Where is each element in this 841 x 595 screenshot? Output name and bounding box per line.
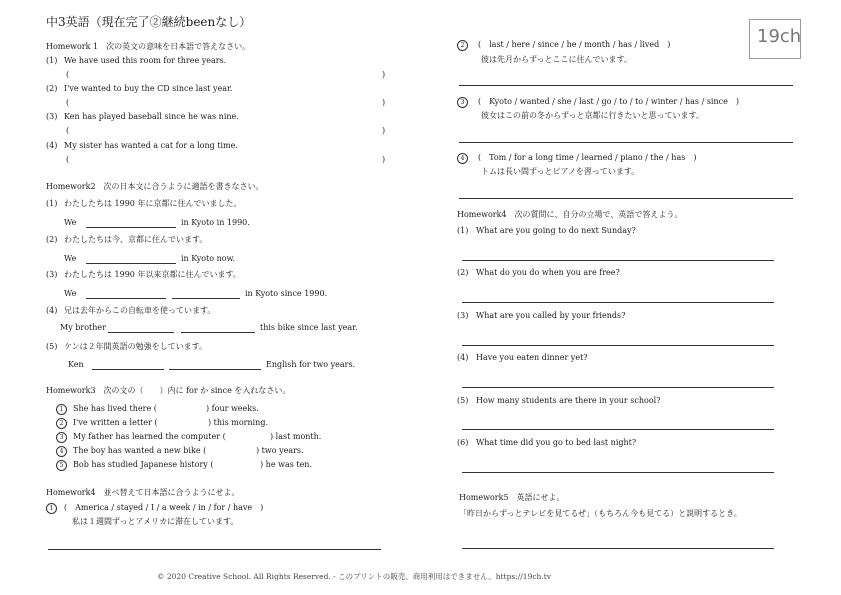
hw5-heading: Homework5 英語にせよ。 — [459, 493, 565, 502]
hw4b-q6-text: What time did you go to bed last night? — [476, 438, 637, 447]
hw2-q4-number: (4) — [46, 306, 58, 315]
hw3-q2-post: ) this morning. — [208, 418, 268, 427]
hw2-q4-post: this bike since last year. — [260, 323, 358, 332]
hw2-q5-number: (5) — [46, 342, 58, 351]
hw2-q5-blank-2[interactable] — [169, 369, 261, 370]
hw3-heading: Homework3 次の文の（ ）内に for か since を入れなさい。 — [46, 386, 291, 395]
hw3-q3-post: ) last month. — [270, 432, 322, 441]
hw2-q1-blank[interactable] — [86, 227, 176, 228]
hw2-q3-pre: We — [64, 289, 77, 298]
hw2-q4-jp: 兄は去年からこの自転車を使っています。 — [64, 306, 216, 315]
hw4a-q2-words: ( last / here / since / he / month / has / lived ) — [478, 40, 671, 49]
hw4a-q1-circled-number: 1 — [46, 503, 57, 514]
hw4a-q3-circled-number: 3 — [457, 97, 468, 108]
hw3-q4-pre: The boy has wanted a new bike ( — [73, 446, 207, 455]
hw5-answer-line[interactable] — [462, 548, 774, 549]
hw4b-q1-number: (1) — [457, 226, 469, 235]
hw3-q2-circled-number: 2 — [56, 418, 67, 429]
brand-logo — [749, 19, 801, 59]
hw4a-q4-circled-number: 4 — [457, 153, 468, 164]
hw4b-q4-text: Have you eaten dinner yet? — [476, 353, 588, 362]
page-title: 中3英語（現在完了②継続beenなし） — [46, 15, 252, 29]
hw3-q5-pre: Bob has studied Japanese history ( — [73, 460, 214, 469]
hw4b-q4-number: (4) — [457, 353, 469, 362]
hw1-q1-number: (1) — [46, 56, 58, 65]
hw4a-q4-words: ( Tom / for a long time / learned / piano / the / has ) — [478, 153, 697, 162]
hw2-q1-pre: We — [64, 218, 77, 227]
hw2-q5-pre: Ken — [68, 360, 84, 369]
hw4b-q1-text: What are you going to do next Sunday? — [476, 226, 636, 235]
hw1-q1-answer-close: ) — [382, 70, 386, 79]
hw4b-q2-text: What do you do when you are free? — [476, 268, 620, 277]
hw2-q4-blank-1[interactable] — [108, 332, 174, 333]
hw1-q4-text: My sister has wanted a cat for a long time. — [64, 141, 238, 150]
hw4a-q4-jp: トムは長い間ずっとピアノを習っています。 — [481, 167, 640, 176]
hw2-q3-blank-2[interactable] — [172, 298, 240, 299]
hw3-q1-circled-number: 1 — [56, 404, 67, 415]
hw1-q3-number: (3) — [46, 112, 58, 121]
hw3-q4-number — [56, 446, 67, 457]
hw4b-heading: Homework4 次の質問に、自分の立場で、英語で答えよう。 — [457, 210, 683, 219]
hw1-q2-answer-close: ) — [382, 98, 386, 107]
hw2-q5-blank-1[interactable] — [92, 369, 164, 370]
hw3-q3-number — [56, 432, 67, 443]
hw4a-q2-jp: 彼は先月からずっとここに住んでいます。 — [481, 55, 632, 64]
hw2-heading: Homework2 次の日本文に合うように適語を書きなさい。 — [46, 182, 264, 191]
hw4a-q2-answer-line[interactable] — [459, 85, 793, 86]
hw1-q3-answer-open: ( — [66, 126, 70, 135]
hw2-q4-pre: My brother — [60, 323, 106, 332]
hw1-q2-number: (2) — [46, 84, 58, 93]
hw2-q1-jp: わたしたちは 1990 年に京都に住んでいました。 — [64, 199, 242, 208]
hw2-q1-number: (1) — [46, 199, 58, 208]
hw4a-q1-words: ( America / stayed / I / a week / in / for / have ) — [64, 503, 264, 512]
hw1-q4-answer-open: ( — [66, 155, 70, 164]
hw1-q1-answer-open: ( — [66, 70, 70, 79]
hw3-q3-pre: My father has learned the computer ( — [73, 432, 226, 441]
hw2-q5-post: English for two years. — [266, 360, 356, 369]
logo-text: 19ch — [757, 26, 802, 47]
hw2-q1-post: in Kyoto in 1990. — [181, 218, 250, 227]
hw2-q3-number: (3) — [46, 270, 58, 279]
hw3-q4-post: ) two years. — [256, 446, 304, 455]
copyright-footer: © 2020 Creative School. All Rights Reserved. - このプリントの販売、商用利用はできません。https://19ch.tv — [157, 572, 552, 581]
hw3-q1-pre: She has lived there ( — [73, 404, 157, 413]
logo-underline — [762, 58, 786, 59]
hw4b-q5-answer-line[interactable] — [462, 429, 774, 430]
hw4b-q3-number: (3) — [457, 311, 469, 320]
hw1-q2-answer-open: ( — [66, 98, 70, 107]
hw4b-q6-number: (6) — [457, 438, 469, 447]
hw4b-q4-answer-line[interactable] — [462, 387, 774, 388]
hw3-q1-post: ) four weeks. — [206, 404, 259, 413]
hw3-q5-post: ) he was ten. — [260, 460, 313, 469]
hw3-q2-pre: I've written a letter ( — [73, 418, 158, 427]
hw4b-q5-text: How many students are there in your school? — [476, 396, 661, 405]
hw5-prompt: 「昨日からずっとテレビを見てるぜ」（もちろん今も見てる）と説明するとき。 — [459, 509, 742, 518]
hw4a-q3-number — [457, 97, 468, 108]
hw1-q1-text: We have used this room for three years. — [64, 56, 227, 65]
hw4a-q2-circled-number: 2 — [457, 40, 468, 51]
hw4a-q3-words: ( Kyoto / wanted / she / last / go / to / to / winter / has / since ) — [478, 97, 739, 106]
hw2-q3-blank-1[interactable] — [86, 298, 166, 299]
hw4b-q1-answer-line[interactable] — [462, 260, 774, 261]
hw3-q5-circled-number: 5 — [56, 460, 67, 471]
hw4a-q3-jp: 彼女はこの前の冬からずっと京都に行きたいと思っています。 — [481, 111, 704, 120]
hw4a-q1-answer-line[interactable] — [48, 549, 381, 550]
hw2-q2-number: (2) — [46, 235, 58, 244]
hw2-q2-jp: わたしたちは今、京都に住んでいます。 — [64, 235, 208, 244]
hw1-q4-number: (4) — [46, 141, 58, 150]
hw4a-heading: Homework4 並べ替えて日本語に合うようにせよ。 — [46, 488, 240, 497]
hw2-q2-post: in Kyoto now. — [181, 254, 236, 263]
hw4a-q4-number — [457, 153, 468, 164]
hw4b-q3-text: What are you called by your friends? — [476, 311, 626, 320]
hw4b-q5-number: (5) — [457, 396, 469, 405]
hw4b-q2-number: (2) — [457, 268, 469, 277]
hw2-q3-jp: わたしたちは 1990 年以来京都に住んでいます。 — [64, 270, 241, 279]
hw1-q4-answer-close: ) — [382, 155, 386, 164]
hw4b-q2-answer-line[interactable] — [462, 302, 774, 303]
hw4a-q2-number — [457, 40, 468, 51]
hw1-q2-text: I've wanted to buy the CD since last year. — [64, 84, 233, 93]
hw3-q5-number — [56, 460, 67, 471]
hw4a-q1-jp: 私は１週間ずっとアメリカに滞在しています。 — [72, 517, 239, 526]
hw4a-q1-number — [46, 503, 57, 514]
hw3-q2-number — [56, 418, 67, 429]
hw3-q4-circled-number: 4 — [56, 446, 67, 457]
hw2-q4-blank-2[interactable] — [181, 332, 255, 333]
hw3-q3-circled-number: 3 — [56, 432, 67, 443]
hw4a-q3-answer-line[interactable] — [459, 142, 793, 143]
hw1-q3-text: Ken has played baseball since he was nine. — [64, 112, 239, 121]
hw2-q2-pre: We — [64, 254, 77, 263]
hw2-q2-blank[interactable] — [86, 263, 176, 264]
hw3-q1-number — [56, 404, 67, 415]
hw2-q5-jp: ケンは２年間英語の勉強をしています。 — [64, 342, 207, 351]
hw4b-q3-answer-line[interactable] — [462, 345, 774, 346]
hw4a-q4-answer-line[interactable] — [459, 198, 793, 199]
hw1-heading: Homework 1 次の英文の意味を日本語で答えなさい。 — [46, 42, 251, 51]
hw2-q3-post: in Kyoto since 1990. — [245, 289, 328, 298]
hw4b-q6-answer-line[interactable] — [462, 472, 774, 473]
hw1-q3-answer-close: ) — [382, 126, 386, 135]
